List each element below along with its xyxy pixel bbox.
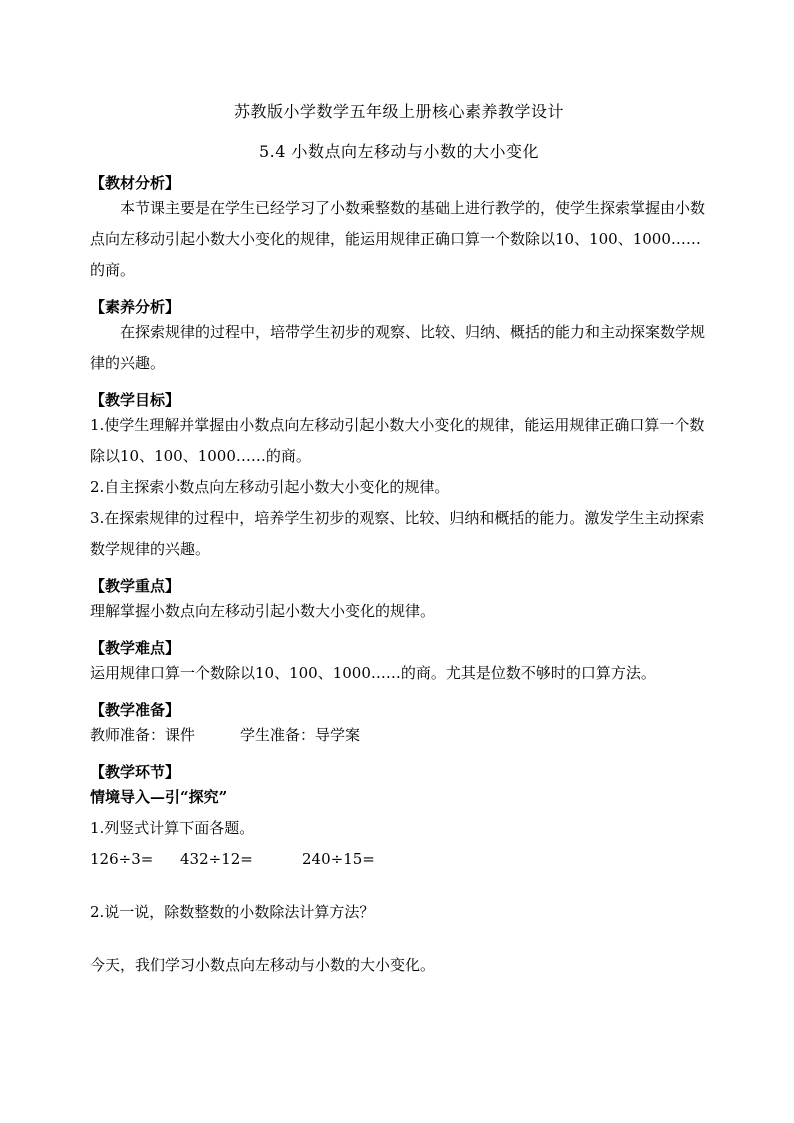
section-heading-key: 【教学重点】 (90, 577, 181, 595)
goal-item: 3.在探索规律的过程中，培养学生初步的观察、比较、归纳和概括的能力。激发学生主动探索数学规律的兴趣。 (90, 509, 705, 558)
calc-item: 432÷12= (180, 850, 253, 868)
section-heading-goals: 【教学目标】 (90, 391, 181, 409)
difficulty-text: 运用规律口算一个数除以10、100、1000……的商。尤其是位数不够时的口算方法。 (90, 664, 656, 682)
literacy-analysis-text: 在探索规律的过程中，培带学生初步的观察、比较、归纳、概括的能力和主动探案数学规律的兴趣。 (90, 323, 706, 372)
intro-title: 情境导入—引“探究” (90, 788, 228, 806)
section-heading-material: 【教材分析】 (90, 174, 181, 192)
teacher-prep: 教师准备：课件 (90, 726, 196, 744)
section-heading-difficulty: 【教学难点】 (90, 639, 181, 657)
question-1: 1.列竖式计算下面各题。 (90, 819, 255, 837)
goal-item: 2.自主探索小数点向左移动引起小数大小变化的规律。 (90, 478, 450, 496)
prep-row (90, 720, 708, 751)
calc-item: 240÷15= (302, 850, 375, 868)
student-prep: 学生准备：导学案 (240, 726, 361, 744)
key-point-text: 理解掌握小数点向左移动引起小数大小变化的规律。 (90, 602, 436, 620)
goal-item: 1.使学生理解并掌握由小数点向左移动引起小数大小变化的规律，能运用规律正确口算一个数除以10、100、1000……的商。 (90, 416, 705, 465)
section-heading-process: 【教学环节】 (90, 763, 181, 781)
question-2: 2.说一说，除数整数的小数除法计算方法？ (90, 903, 375, 921)
closing-text: 今天，我们学习小数点向左移动与小数的大小变化。 (90, 956, 436, 974)
calc-row (90, 844, 708, 875)
section-heading-literacy: 【素养分析】 (90, 298, 181, 316)
document-title: 苏教版小学数学五年级上册核心素养教学设计 (233, 102, 564, 121)
calc-item: 126÷3= (90, 850, 154, 868)
material-analysis-text: 本节课主要是在学生已经学习了小数乘整数的基础上进行教学的，使学生探索掌握由小数点向左移动引起小数大小变化的规律，能运用规律正确口算一个数除以10、100、1000……的商。 (90, 199, 706, 279)
section-heading-prep: 【教学准备】 (90, 701, 181, 719)
lesson-title: 5.4 小数点向左移动与小数的大小变化 (258, 142, 540, 161)
